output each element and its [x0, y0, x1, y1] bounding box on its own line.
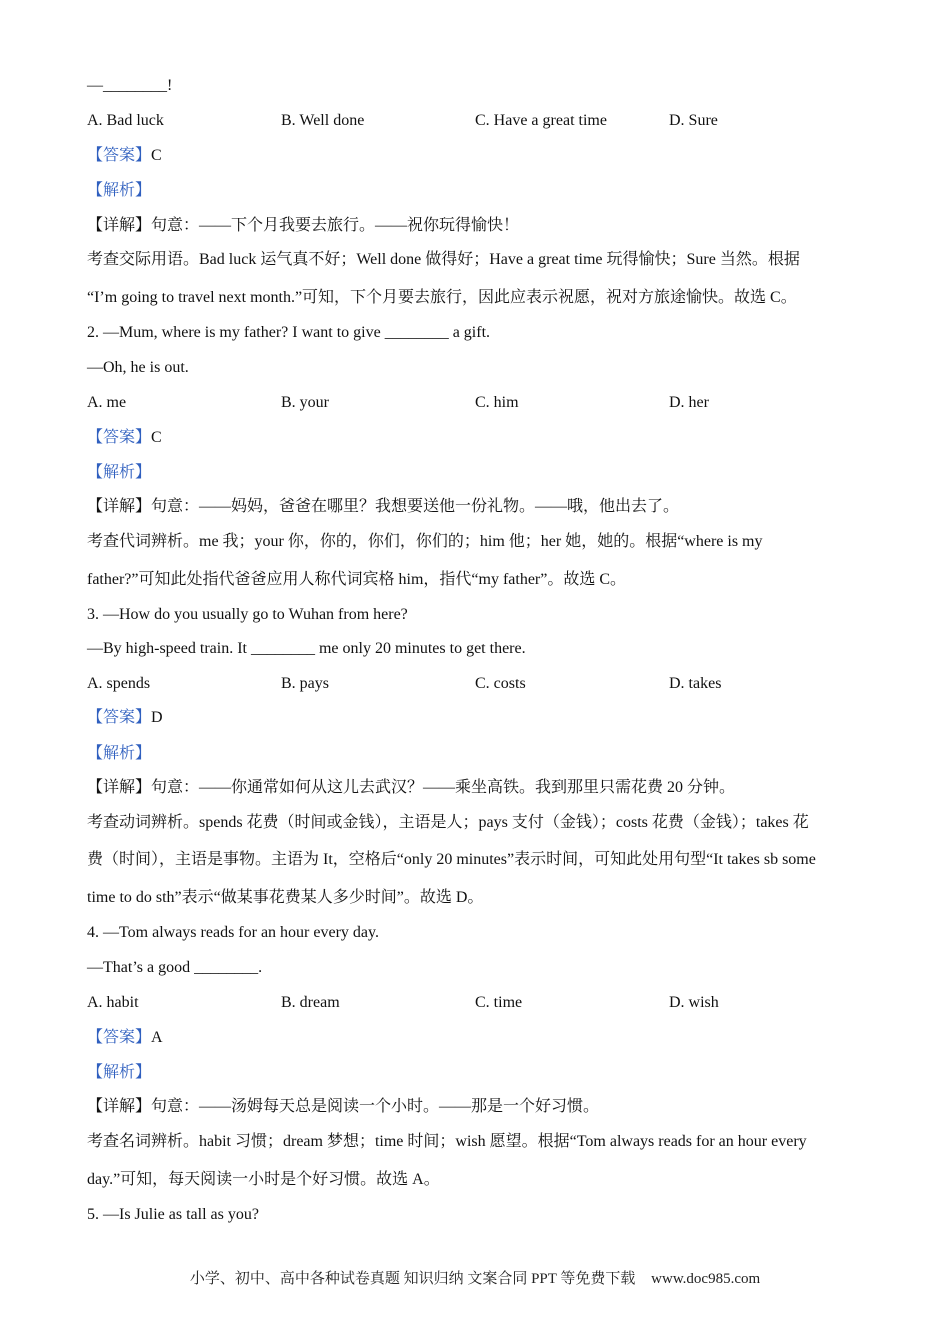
q1-reply-blank: —________!	[87, 77, 173, 94]
q3-explanation-line: 费（时间），主语是事物。主语为 It，空格后“only 20 minutes”表示时间，可知此处用句型“It takes sb some	[87, 851, 816, 868]
q5-stem: 5. —Is Julie as tall as you?	[87, 1206, 259, 1223]
q3-option-d: D. takes	[669, 675, 722, 692]
q3-explanation-line: 考查动词辨析。spends 花费（时间或金钱），主语是人；pays 支付（金钱）；costs 花费（金钱）；takes 花	[87, 814, 809, 831]
q1-option-d: D. Sure	[669, 112, 718, 129]
answer-label: 【答案】	[87, 429, 152, 446]
answer-label: 【答案】	[87, 147, 152, 164]
q2-option-b: B. your	[281, 394, 329, 411]
q2-option-a: A. me	[87, 394, 127, 411]
answer-label: 【答案】	[87, 709, 152, 726]
q2-analysis-label: 【解析】	[87, 464, 152, 481]
footer-link[interactable]: www.doc985.com	[651, 1271, 761, 1287]
q4-reply: —That’s a good ________.	[87, 959, 263, 976]
q4-explanation-line: 考查名词辨析。habit 习惯；dream 梦想；time 时间；wish 愿望。根据“Tom always reads for an hour every	[87, 1133, 807, 1150]
q2-explanation-line: 考查代词辨析。me 我；your 你，你的，你们，你们的；him 他；her 她，她的。根据“where is my	[87, 533, 763, 550]
answer-value: C	[151, 147, 162, 164]
q4-analysis-label: 【解析】	[87, 1064, 152, 1081]
footer-text: 小学、初中、高中各种试卷真题 知识归纳 文案合同 PPT 等免费下载	[189, 1271, 636, 1287]
q1-explanation-line: 考查交际用语。Bad luck 运气真不好；Well done 做得好；Have a great time 玩得愉快；Sure 当然。根据	[87, 251, 800, 268]
q4-explanation-line: day.”可知，每天阅读一小时是个好习惯。故选 A。	[87, 1171, 440, 1188]
q4-detail: 【详解】句意：——汤姆每天总是阅读一个小时。——那是一个好习惯。	[87, 1098, 600, 1115]
q1-answer	[87, 146, 162, 166]
q3-stem: 3. —How do you usually go to Wuhan from here?	[87, 606, 408, 623]
q4-option-d: D. wish	[669, 994, 719, 1011]
q2-answer	[87, 428, 162, 448]
answer-value: A	[151, 1029, 163, 1046]
q2-option-c: C. him	[475, 394, 519, 411]
q3-answer	[87, 708, 163, 728]
q1-option-b: B. Well done	[281, 112, 365, 129]
q2-reply: —Oh, he is out.	[87, 359, 189, 376]
q3-reply: —By high-speed train. It ________ me only 20 minutes to get there.	[87, 640, 526, 657]
q1-detail: 【详解】句意：——下个月我要去旅行。——祝你玩得愉快！	[87, 217, 520, 234]
q3-explanation-line: time to do sth”表示“做某事花费某人多少时间”。故选 D。	[87, 889, 484, 906]
q4-stem: 4. —Tom always reads for an hour every day.	[87, 924, 379, 941]
q3-analysis-label: 【解析】	[87, 745, 152, 762]
q3-detail: 【详解】句意：——你通常如何从这儿去武汉？——乘坐高铁。我到那里只需花费 20 分钟。	[87, 779, 736, 796]
q2-detail: 【详解】句意：——妈妈，爸爸在哪里？我想要送他一份礼物。——哦，他出去了。	[87, 498, 680, 515]
q1-analysis-label: 【解析】	[87, 182, 152, 199]
q4-answer	[87, 1028, 163, 1048]
answer-value: C	[151, 429, 162, 446]
q3-option-a: A. spends	[87, 675, 151, 692]
q1-option-a: A. Bad luck	[87, 112, 164, 129]
q4-option-b: B. dream	[281, 994, 340, 1011]
q3-option-c: C. costs	[475, 675, 526, 692]
answer-value: D	[151, 709, 163, 726]
q4-option-c: C. time	[475, 994, 523, 1011]
q1-option-c: C. Have a great time	[475, 112, 607, 129]
q4-option-a: A. habit	[87, 994, 139, 1011]
answer-label: 【答案】	[87, 1029, 152, 1046]
q2-explanation-line: father?”可知此处指代爸爸应用人称代词宾格 him，指代“my father”。故选 C。	[87, 571, 627, 588]
q3-option-b: B. pays	[281, 675, 329, 692]
q1-explanation-line: “I’m going to travel next month.”可知，下个月要去旅行，因此应表示祝愿，祝对方旅途愉快。故选 C。	[87, 289, 797, 306]
page-footer	[0, 1269, 950, 1289]
q2-stem: 2. —Mum, where is my father? I want to give ________ a gift.	[87, 324, 491, 341]
q2-option-d: D. her	[669, 394, 709, 411]
